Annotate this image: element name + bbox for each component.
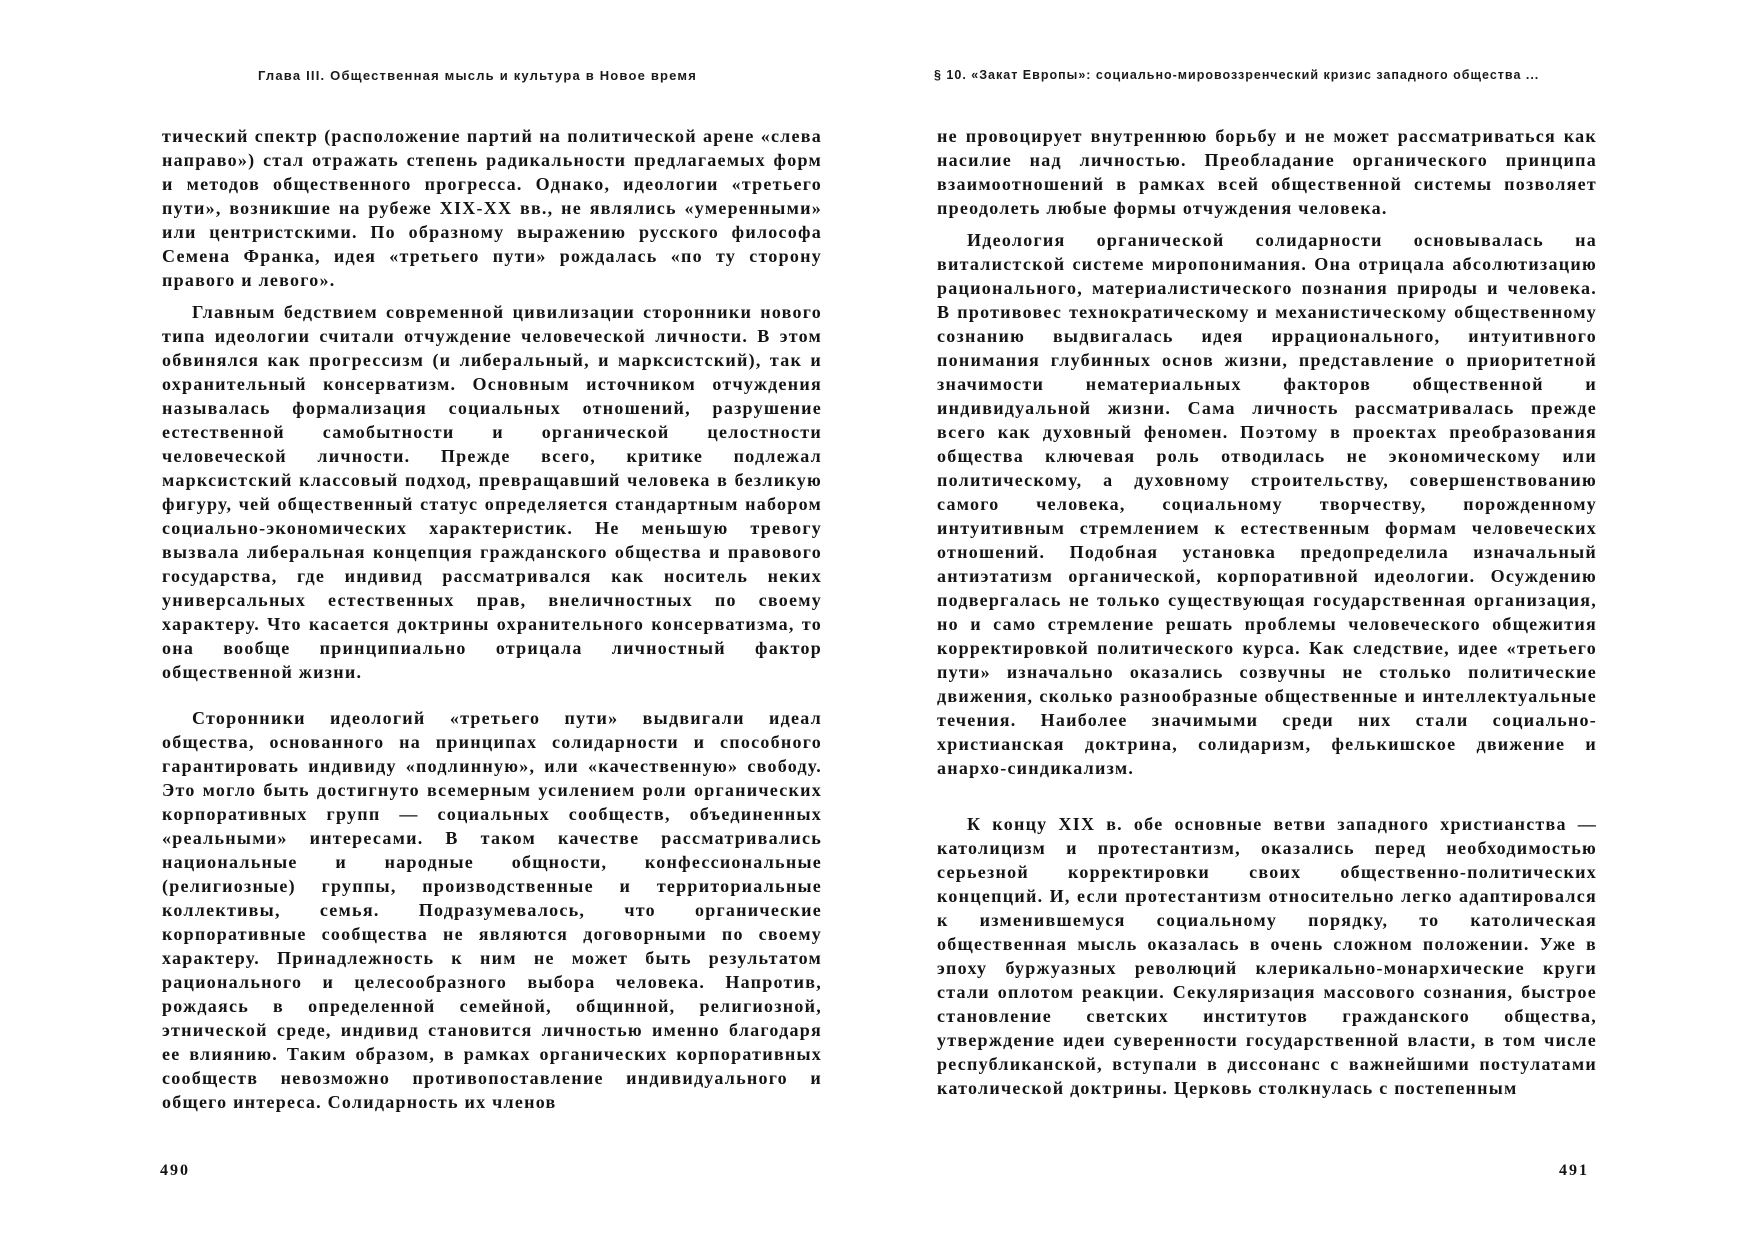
page-number-right: 491 [1559, 1162, 1589, 1179]
body-text-right [937, 124, 1597, 1100]
running-head-left: Глава III. Общественная мысль и культура в Новое время [258, 68, 698, 83]
body-text-left [162, 124, 822, 1114]
right-page [877, 0, 1754, 1239]
paragraph: Сторонники идеологий «третьего пути» выдвигали идеал общества, основанного на принципах солидарности и способного гарантировать индивиду «подлинную», или «качественную» свободу. Это могло быть достигнуто всемерным усилением роли органических корпоративных групп — социальных сообществ, объединенных «реальными» интересами. В таком качестве рассматривались национальные и народные общности, конфессиональные (религиозные) группы, производственные и территориальные коллективы, семья. Подразумевалось, что органические корпоративные сообщества не являются договорными по своему характеру. Принадлежность к ним не может быть результатом рационального и целесообразного выбора человека. Напротив, рождаясь в определенной семейной, общинной, религиозной, этнической среде, индивид становится личностью именно благодаря ее влиянию. Таким образом, в рамках органических корпоративных сообществ невозможно противопоставление индивидуального и общего интереса. Солидарность их членов [162, 708, 822, 1112]
running-head-right: § 10. «Закат Европы»: социально-мировоззренческий кризис западного общества ... [934, 68, 1540, 82]
paragraph: не провоцирует внутреннюю борьбу и не может рассматриваться как насилие над личностью. Преобладание органического принципа взаимоотношений в рамках всей общественной системы позволяет преодолеть любые формы отчуждения человека. [937, 126, 1597, 218]
paragraph: Идеология органической солидарности основывалась на виталистской системе миропонимания. Она отрицала абсолютизацию рационального, материалистического познания природы и человека. В противовес технократическому и механистическому общественному сознанию выдвигалась идея иррационального, интуитивного понимания глубинных основ жизни, представление о приоритетной значимости нематериальных факторов общественной и индивидуальной жизни. Сама личность рассматривалась прежде всего как духовный феномен. Поэтому в проектах преобразования общества ключевая роль отводилась не экономическому или политическому, а духовному строительству, совершенствованию самого человека, социальному творчеству, порожденному интуитивным стремлением к естественным формам человеческих отношений. Подобная установка предопределила изначальный антиэтатизм органической, корпоративной идеологии. Осуждению подвергалась не только существующая государственная организация, но и само стремление решать проблемы человеческого общежития корректировкой политического курса. Как следствие, идее «третьего пути» изначально оказались созвучны не столько политические движения, сколько разнообразные общественные и интеллектуальные течения. Наиболее значимыми среди них стали социально-христианская доктрина, солидаризм, фелькишское движение и анархо-синдикализм. [937, 230, 1597, 778]
paragraph: Главным бедствием современной цивилизации сторонники нового типа идеологии считали отчуждение человеческой личности. В этом обвинялся как прогрессизм (и либеральный, и марксистский), так и охранительный консерватизм. Основным источником отчуждения называлась формализация социальных отношений, разрушение естественной самобытности и органической целостности человеческой личности. Прежде всего, критике подлежал марксистский классовый подход, превращавший человека в безликую фигуру, чей общественный статус определяется стандартным набором социально-экономических характеристик. Не меньшую тревогу вызвала либеральная концепция гражданского общества и правового государства, где индивид рассматривался как носитель неких универсальных естественных прав, внеличностных по своему характеру. Что касается доктрины охранительного консерватизма, то она вообще принципиально отрицала личностный фактор общественной жизни. [162, 302, 822, 682]
paragraph: тический спектр (расположение партий на политической арене «слева направо») стал отражать степень радикальности предлагаемых форм и методов общественного прогресса. Однако, идеологии «третьего пути», возникшие на рубеже XIX-XX вв., не являлись «умеренными» или центристскими. По образному выражению русского философа Семена Франка, идея «третьего пути» рождалась «по ту сторону правого и левого». [162, 126, 822, 290]
paragraph: К концу XIX в. обе основные ветви западного христианства — католицизм и протестантизм, оказались перед необходимостью серьезной корректировки своих общественно-политических концепций. И, если протестантизм относительно легко адаптировался к изменившемуся социальному порядку, то католическая общественная мысль оказалась в очень сложном положении. Уже в эпоху буржуазных революций клерикально-монархические круги стали оплотом реакции. Секуляризация массового сознания, быстрое становление светских институтов гражданского общества, утверждение идеи суверенности государственной власти, в том числе республиканской, вступали в диссонанс с важнейшими постулатами католической доктрины. Церковь столкнулась с постепенным [937, 814, 1597, 1098]
page-number-left: 490 [160, 1162, 190, 1179]
